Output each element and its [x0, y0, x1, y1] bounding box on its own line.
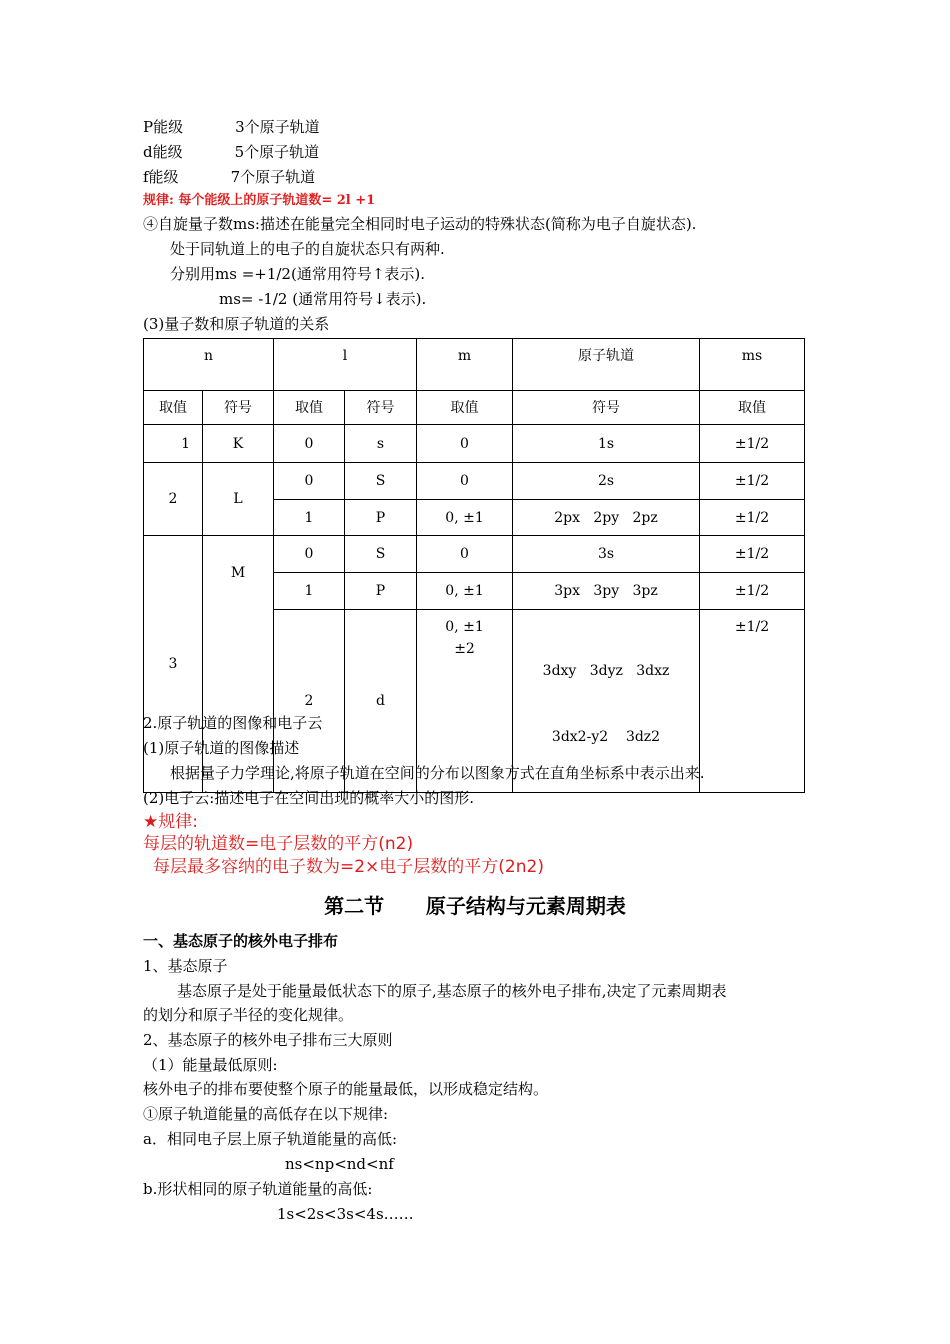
chapter-p3: 的划分和原子半径的变化规律。: [143, 1006, 354, 1024]
subheader-n-symbol: 符号: [203, 391, 274, 425]
f-level-label: f能级: [143, 168, 179, 186]
p-level-count: 3个原子轨道: [235, 118, 320, 136]
subheader-l-value: 取值: [274, 391, 345, 425]
cell-l: 1: [274, 573, 345, 610]
chapter-p6: 核外电子的排布要使整个原子的能量最低，以形成稳定结构。: [143, 1080, 549, 1098]
cell-orbital-line2: 3dx2-y2 3dz2: [551, 729, 661, 745]
relation-title: (3)量子数和原子轨道的关系: [143, 315, 330, 333]
f-level-count: 7个原子轨道: [230, 168, 316, 186]
subheader-orbital-symbol: 符号: [513, 391, 700, 425]
cell-orbital: 3px 3py 3pz: [513, 573, 700, 610]
cell-m: 0: [417, 425, 513, 463]
section-2-title: 2.原子轨道的图像和电子云: [143, 714, 323, 732]
header-l: l: [274, 339, 417, 391]
cell-m-line1: 0, ±1: [445, 619, 484, 635]
table-row: [144, 425, 805, 463]
rule-electron-capacity: 每层最多容纳的电子数为=2×电子层数的平方(2n2): [153, 857, 544, 877]
subheader-m-value: 取值: [417, 391, 513, 425]
p-level-label: P能级: [143, 118, 184, 136]
chapter-p7: ①原子轨道能量的高低存在以下规律:: [143, 1105, 389, 1123]
spin-down-line: ms= -1/2 (通常用符号↓表示).: [219, 290, 427, 308]
header-orbital: 原子轨道: [513, 339, 700, 391]
cell-l: 0: [274, 536, 345, 573]
section-2-desc1: 根据量子力学理论,将原子轨道在空间的分布以图象方式在直角坐标系中表示出来.: [170, 764, 705, 782]
cell-l-symbol: S: [345, 463, 417, 500]
cell-shell: K: [203, 425, 274, 463]
cell-n: 3: [144, 536, 203, 793]
cell-ms: ±1/2: [700, 573, 805, 610]
cell-ms: ±1/2: [700, 500, 805, 536]
table-row: [144, 536, 805, 573]
d-level-count: 5个原子轨道: [234, 143, 320, 161]
d-level-line: [143, 141, 319, 163]
cell-m: 0: [417, 536, 513, 573]
cell-l-symbol: S: [345, 536, 417, 573]
chapter-p5: （1）能量最低原则:: [143, 1056, 278, 1074]
rule-heading: ★规律:: [143, 812, 198, 832]
chapter-title: 第二节 原子结构与元素周期表: [324, 894, 626, 918]
chapter-p11: 1s<2s<3s<4s……: [277, 1205, 414, 1223]
cell-ms: ±1/2: [700, 610, 805, 793]
cell-ms: ±1/2: [700, 425, 805, 463]
cell-shell: L: [203, 463, 274, 536]
cell-l-symbol: d: [345, 610, 417, 793]
cell-l-symbol: s: [345, 425, 417, 463]
orbital-count-rule: 规律: 每个能级上的原子轨道数= 2l +1: [143, 193, 376, 208]
cell-l: 0: [274, 425, 345, 463]
cell-l-symbol: P: [345, 500, 417, 536]
subheader-l-symbol: 符号: [345, 391, 417, 425]
subheader-n-value: 取值: [144, 391, 203, 425]
chapter-p10: b.形状相同的原子轨道能量的高低:: [143, 1180, 373, 1198]
cell-n: 2: [144, 463, 203, 536]
d-level-label: d能级: [143, 143, 183, 161]
p-level-line: [143, 116, 320, 138]
table-row: [144, 463, 805, 500]
f-level-line: [143, 166, 315, 188]
cell-l: 0: [274, 463, 345, 500]
cell-orbital: 2px 2py 2pz: [513, 500, 700, 536]
cell-orbital: 2s: [513, 463, 700, 500]
spin-definition: ④自旋量子数ms:描述在能量完全相同时电子运动的特殊状态(简称为电子自旋状态).: [143, 215, 697, 233]
cell-ms: ±1/2: [700, 463, 805, 500]
cell-m: 0, ±1: [417, 500, 513, 536]
cell-n: 1: [144, 425, 203, 463]
header-m: m: [417, 339, 513, 391]
cell-shell: M: [203, 536, 274, 793]
cell-l: 1: [274, 500, 345, 536]
cell-ms: ±1/2: [700, 536, 805, 573]
cell-m: 0, ±1: [417, 573, 513, 610]
chapter-p2: 基态原子是处于能量最低状态下的原子,基态原子的核外电子排布,决定了元素周期表: [177, 982, 727, 1000]
section-2-sub2: (2)电子云:描述电子在空间出现的概率大小的图形.: [143, 789, 475, 807]
cell-m: 0: [417, 463, 513, 500]
cell-orbital: 3s: [513, 536, 700, 573]
section-2-sub1: (1)原子轨道的图像描述: [143, 739, 300, 757]
spin-two-states: 处于同轨道上的电子的自旋状态只有两种.: [170, 240, 445, 258]
header-ms: ms: [700, 339, 805, 391]
header-n: n: [144, 339, 274, 391]
cell-l-symbol: P: [345, 573, 417, 610]
cell-orbital: 1s: [513, 425, 700, 463]
chapter-p4: 2、基态原子的核外电子排布三大原则: [143, 1031, 393, 1049]
chapter-heading-1: 一、基态原子的核外电子排布: [143, 932, 339, 950]
cell-m-line2: ±2: [454, 641, 475, 657]
subheader-ms-value: 取值: [700, 391, 805, 425]
cell-orbital-line1: 3dxy 3dyz 3dxz: [542, 663, 670, 679]
rule-orbital-count: 每层的轨道数=电子层数的平方(n2): [143, 834, 414, 854]
spin-up-line: 分别用ms =+1/2(通常用符号↑表示).: [170, 265, 426, 283]
chapter-p8: a．相同电子层上原子轨道能量的高低:: [143, 1130, 397, 1148]
chapter-p1: 1、基态原子: [143, 957, 228, 975]
cell-l: 2: [274, 610, 345, 793]
chapter-p9: ns<np<nd<nf: [285, 1155, 394, 1173]
